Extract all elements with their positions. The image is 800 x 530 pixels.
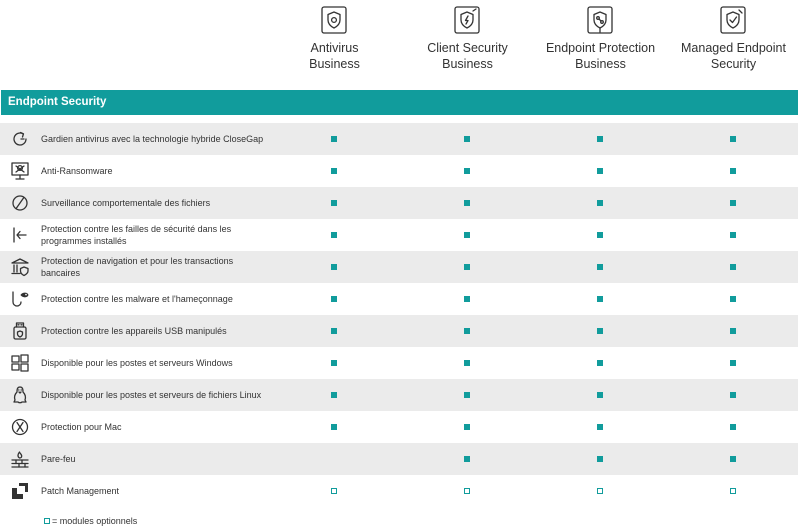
included-marker-icon (331, 296, 337, 302)
feature-label: Patch Management (41, 486, 120, 496)
included-marker-icon (331, 392, 337, 398)
product-column-header (268, 0, 401, 88)
optional-marker-icon (331, 488, 337, 494)
feature-label: Disponible pour les postes et serveurs de fichiers Linux (41, 390, 262, 400)
included-marker-icon (464, 264, 470, 270)
availability-cell (268, 443, 401, 475)
availability-cell (401, 315, 534, 347)
included-marker-icon (331, 264, 337, 270)
availability-cell (268, 187, 401, 219)
optional-marker-icon (44, 518, 50, 524)
included-marker-icon (597, 360, 603, 366)
included-marker-icon (331, 328, 337, 334)
bank-shield-icon (10, 257, 30, 277)
included-marker-icon (331, 168, 337, 174)
feature-row (0, 123, 798, 155)
included-marker-icon (331, 360, 337, 366)
availability-cell (268, 123, 401, 155)
included-marker-icon (730, 424, 736, 430)
feature-row (0, 187, 798, 219)
legend (44, 515, 137, 527)
included-marker-icon (597, 200, 603, 206)
feature-row (0, 315, 798, 347)
availability-cell (401, 283, 534, 315)
included-marker-icon (597, 296, 603, 302)
availability-cell (534, 379, 667, 411)
optional-marker-icon (597, 488, 603, 494)
availability-cell (667, 251, 800, 283)
availability-cell (534, 315, 667, 347)
feature-label: Anti-Ransomware (41, 166, 113, 176)
included-marker-icon (597, 232, 603, 238)
availability-cell (401, 123, 534, 155)
feature-row (0, 251, 798, 283)
availability-cell (534, 411, 667, 443)
availability-cell (268, 379, 401, 411)
patch-icon (10, 481, 30, 501)
included-marker-icon (464, 296, 470, 302)
feature-table (0, 123, 798, 507)
included-marker-icon (597, 136, 603, 142)
availability-cell (268, 475, 401, 507)
included-marker-icon (597, 392, 603, 398)
included-marker-icon (464, 456, 470, 462)
product-column-header (401, 0, 534, 88)
availability-cell (268, 251, 401, 283)
product-column-header (667, 0, 800, 88)
availability-cell (534, 123, 667, 155)
availability-cell (667, 283, 800, 315)
linux-icon (10, 385, 30, 405)
availability-cell (401, 443, 534, 475)
included-marker-icon (597, 424, 603, 430)
exploit-arrow-icon (10, 225, 30, 245)
availability-cell (534, 251, 667, 283)
availability-cell (667, 443, 800, 475)
usb-icon (10, 321, 30, 341)
included-marker-icon (730, 232, 736, 238)
availability-cell (401, 251, 534, 283)
feature-label: Protection de navigation et pour les transactions bancaires (41, 256, 234, 278)
included-marker-icon (597, 456, 603, 462)
feature-label: Disponible pour les postes et serveurs Windows (41, 358, 233, 368)
availability-cell (534, 475, 667, 507)
product-column-header (534, 0, 667, 88)
feature-row (0, 347, 798, 379)
availability-cell (667, 187, 800, 219)
availability-cell (534, 219, 667, 251)
availability-cell (401, 219, 534, 251)
included-marker-icon (597, 168, 603, 174)
included-marker-icon (730, 392, 736, 398)
included-marker-icon (730, 360, 736, 366)
availability-cell (268, 155, 401, 187)
included-marker-icon (730, 328, 736, 334)
optional-marker-icon (464, 488, 470, 494)
availability-cell (268, 219, 401, 251)
product-name: Managed Endpoint Security (681, 41, 786, 71)
feature-row (0, 155, 798, 187)
availability-cell (534, 155, 667, 187)
windows-icon (10, 353, 30, 373)
ransomware-icon (10, 161, 30, 181)
feature-label: Gardien antivirus avec la technologie hybride CloseGap (41, 134, 264, 144)
availability-cell (268, 283, 401, 315)
feature-label: Pare-feu (41, 454, 76, 464)
included-marker-icon (331, 232, 337, 238)
prohibited-icon (10, 193, 30, 213)
availability-cell (667, 123, 800, 155)
firewall-icon (10, 449, 30, 469)
availability-cell (401, 475, 534, 507)
availability-cell (268, 347, 401, 379)
availability-cell (401, 411, 534, 443)
included-marker-icon (597, 328, 603, 334)
feature-label: Protection contre les appareils USB manipulés (41, 326, 227, 336)
included-marker-icon (730, 456, 736, 462)
product-header (268, 0, 800, 88)
feature-label: Protection contre les malware et l'hameçonnage (41, 294, 233, 304)
availability-cell (667, 315, 800, 347)
availability-cell (534, 283, 667, 315)
included-marker-icon (464, 424, 470, 430)
availability-cell (401, 155, 534, 187)
availability-cell (401, 347, 534, 379)
included-marker-icon (730, 168, 736, 174)
availability-cell (667, 475, 800, 507)
shield-check-icon (720, 6, 746, 34)
included-marker-icon (331, 136, 337, 142)
availability-cell (667, 219, 800, 251)
availability-cell (667, 411, 800, 443)
availability-cell (534, 443, 667, 475)
included-marker-icon (730, 200, 736, 206)
availability-cell (401, 187, 534, 219)
availability-cell (667, 155, 800, 187)
availability-cell (268, 411, 401, 443)
included-marker-icon (331, 200, 337, 206)
included-marker-icon (464, 392, 470, 398)
feature-row (0, 475, 798, 507)
product-name: Client Security Business (427, 41, 508, 71)
included-marker-icon (331, 424, 337, 430)
availability-cell (667, 379, 800, 411)
included-marker-icon (730, 296, 736, 302)
included-marker-icon (730, 264, 736, 270)
feature-label: Protection contre les failles de sécurité dans les programmes installés (41, 224, 232, 246)
availability-cell (534, 347, 667, 379)
section-bar (1, 90, 798, 115)
feature-row (0, 411, 798, 443)
feature-label: Protection pour Mac (41, 422, 122, 432)
included-marker-icon (464, 360, 470, 366)
feature-label: Surveillance comportementale des fichiers (41, 198, 211, 208)
section-title: Endpoint Security (8, 96, 107, 108)
availability-cell (268, 315, 401, 347)
availability-cell (667, 347, 800, 379)
feature-row (0, 219, 798, 251)
included-marker-icon (730, 136, 736, 142)
feature-row (0, 379, 798, 411)
availability-cell (534, 187, 667, 219)
feature-row (0, 283, 798, 315)
shield-lightning-icon (454, 6, 480, 34)
legend-text: = modules optionnels (52, 516, 138, 526)
included-marker-icon (597, 264, 603, 270)
phishing-icon (10, 289, 30, 309)
mac-icon (10, 417, 30, 437)
included-marker-icon (464, 136, 470, 142)
availability-cell (401, 379, 534, 411)
included-marker-icon (464, 168, 470, 174)
included-marker-icon (464, 232, 470, 238)
refresh-icon (10, 129, 30, 149)
optional-marker-icon (730, 488, 736, 494)
product-name: Endpoint Protection Business (545, 41, 656, 71)
included-marker-icon (464, 328, 470, 334)
shield-gear-icon (321, 6, 347, 34)
feature-row (0, 443, 798, 475)
shield-network-icon (587, 6, 613, 34)
included-marker-icon (464, 200, 470, 206)
product-name: Antivirus Business (309, 41, 360, 71)
